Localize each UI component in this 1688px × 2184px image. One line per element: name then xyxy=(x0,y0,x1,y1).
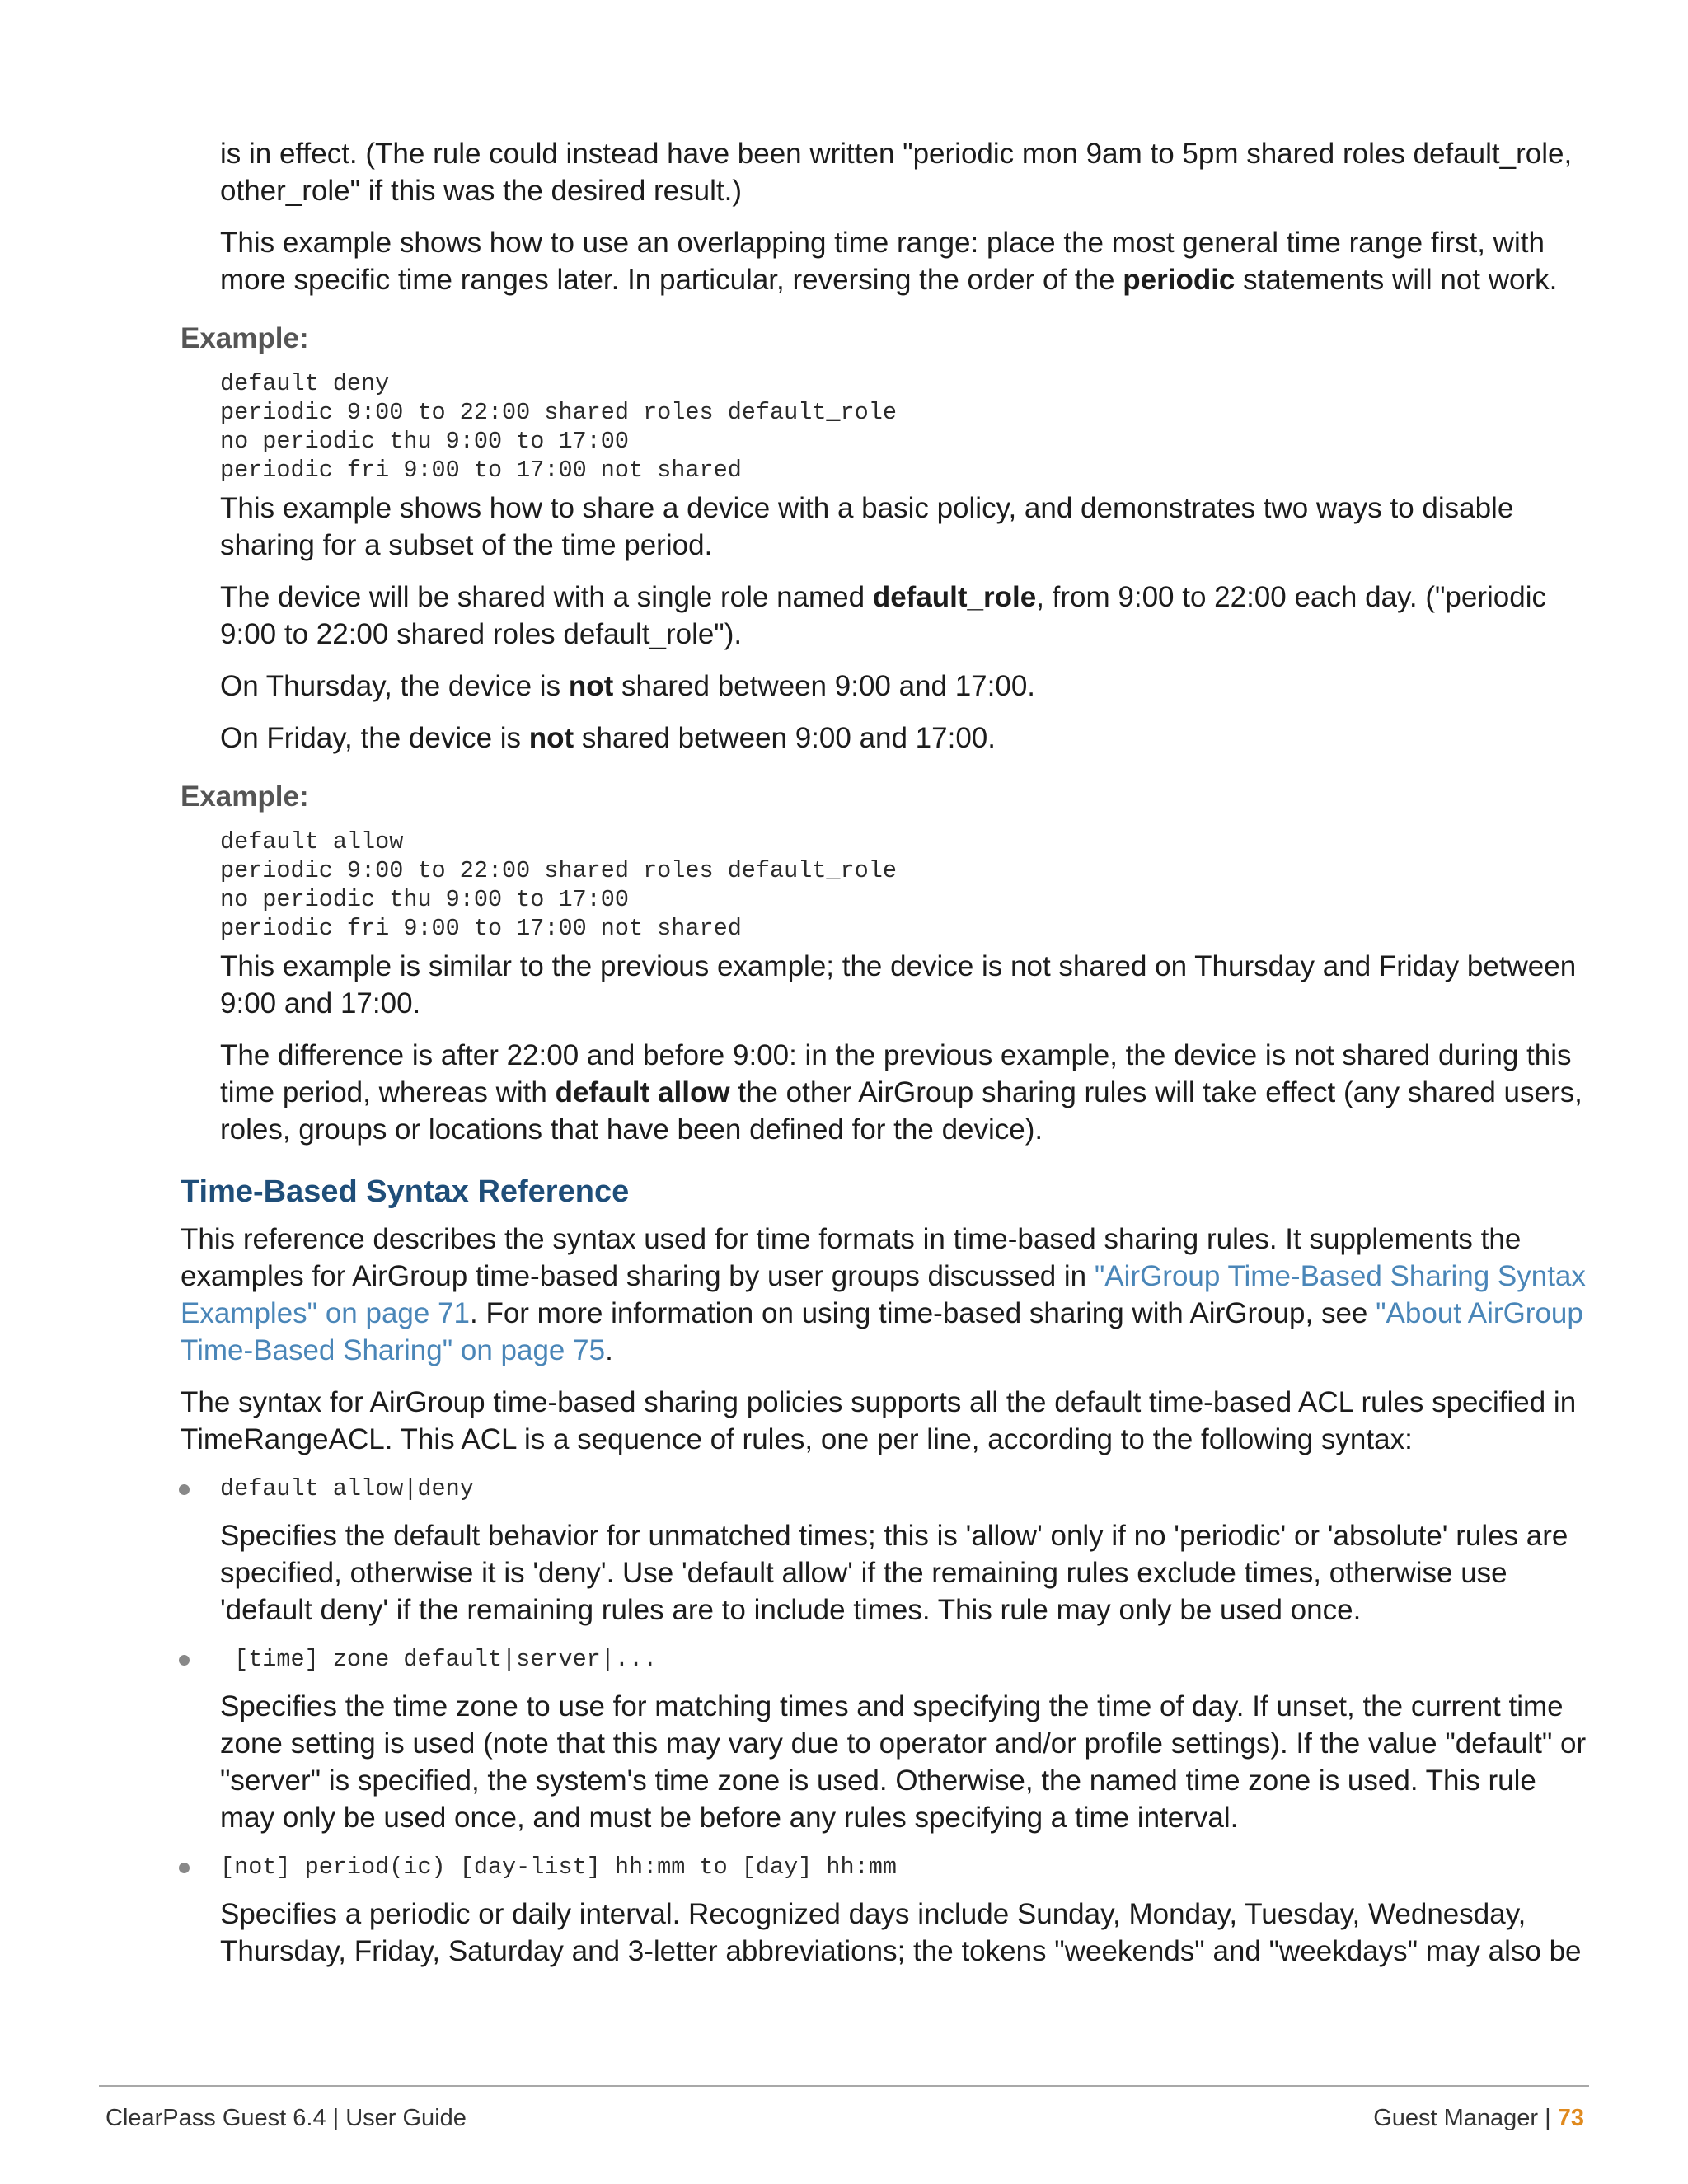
body-paragraph xyxy=(220,579,1588,653)
paragraph-text: On Thursday, the device is xyxy=(220,670,569,702)
syntax-description: Specifies the time zone to use for matching times and specifying the time of day. If unset, the current time zone setting is used (note that this may vary due to operator and/or profile settings). If the value "default" or "server" is specified, the system's time zone is used. Otherwise, the named time zone is used. This rule may only be used once, and must be before any rules specifying a time interval. xyxy=(220,1690,1587,1834)
paragraph-text: the other AirGroup sharing rules will take effect (any shared users, roles, groups or locations that have been defined for the device). xyxy=(220,1076,1582,1146)
paragraph-text: shared between 9:00 and 17:00. xyxy=(613,670,1036,702)
body-paragraph xyxy=(220,490,1588,564)
body-paragraph xyxy=(220,948,1588,1022)
example-heading: Example: xyxy=(181,780,309,813)
paragraph-text: On Friday, the device is xyxy=(220,722,529,754)
body-paragraph xyxy=(220,135,1588,209)
body-paragraph xyxy=(220,224,1588,298)
bold-term: not xyxy=(568,670,614,702)
syntax-list-item xyxy=(220,1851,1588,1884)
syntax-description: Specifies the default behavior for unmatched times; this is 'allow' only if no 'periodic' or 'absolute' rules are specified, otherwise it is 'deny'. Use 'default allow' if the remaining rules exclude times, otherwise use 'default deny' if the remaining rules are to include times. This rule may only be used once. xyxy=(220,1520,1568,1626)
body-paragraph xyxy=(220,1037,1588,1148)
paragraph-text: The device will be shared with a single role named xyxy=(220,581,873,613)
cross-reference-link[interactable]: "About AirGroup Time-Based Sharing" on page 75 xyxy=(181,1297,1583,1366)
paragraph-text: This reference describes the syntax used for time formats in time-based sharing rules. It supplements the examples for AirGroup time-based sharing by user groups discussed in xyxy=(181,1223,1522,1292)
footer-divider xyxy=(99,2085,1589,2087)
body-paragraph xyxy=(181,1384,1588,1458)
paragraph-text: statements will not work. xyxy=(1235,264,1558,296)
syntax-code: [time] zone default|server|... xyxy=(220,1646,658,1673)
footer-chapter: Guest Manager | xyxy=(1373,2105,1558,2131)
bullet-icon xyxy=(179,1863,190,1873)
bold-term: default_role xyxy=(872,581,1037,613)
paragraph-text: This example is similar to the previous example; the device is not shared on Thursday and Friday between 9:00 and 17:00. xyxy=(220,950,1577,1019)
code-block: default allow periodic 9:00 to 22:00 shared roles default_role no periodic thu 9:00 to 17:00 periodic fri 9:00 to 17:00 not shared xyxy=(220,828,897,942)
paragraph-text: The difference is after 22:00 and before 9:00: in the previous example, the device is not shared during this time period, whereas with xyxy=(220,1039,1572,1108)
syntax-description: Specifies a periodic or daily interval. Recognized days include Sunday, Monday, Tuesday, Wednesday, Thursday, Friday, Saturday and 3-letter abbreviations; the tokens "weekends" and "weekdays" may also be xyxy=(220,1898,1582,1967)
footer-document-title: ClearPass Guest 6.4 | User Guide xyxy=(106,2105,467,2131)
paragraph-text: This example shows how to share a device with a basic policy, and demonstrates two ways to disable sharing for a subset of the time period. xyxy=(220,492,1514,561)
code-block: default deny periodic 9:00 to 22:00 shared roles default_role no periodic thu 9:00 to 17:00 periodic fri 9:00 to 17:00 not shared xyxy=(220,370,897,484)
cross-reference-link[interactable]: "AirGroup Time-Based Sharing Syntax Examples" on page 71 xyxy=(181,1260,1586,1329)
body-paragraph xyxy=(220,668,1588,705)
paragraph-text: shared between 9:00 and 17:00. xyxy=(574,722,996,754)
bullet-icon xyxy=(179,1484,190,1495)
paragraph-text: , from 9:00 to 22:00 each day. ("periodic 9:00 to 22:00 shared roles default_role"). xyxy=(220,581,1546,650)
syntax-list-item xyxy=(220,1473,1588,1506)
section-heading: Time-Based Syntax Reference xyxy=(181,1174,630,1209)
bold-term: default allow xyxy=(555,1076,730,1108)
body-paragraph xyxy=(181,1221,1588,1369)
bold-term: periodic xyxy=(1123,264,1236,296)
example-heading: Example: xyxy=(181,322,309,354)
syntax-code: default allow|deny xyxy=(220,1475,474,1502)
bullet-icon xyxy=(179,1655,190,1666)
paragraph-text: . For more information on using time-based sharing with AirGroup, see xyxy=(470,1297,1376,1329)
footer-section xyxy=(1373,2103,1584,2133)
body-paragraph xyxy=(220,719,1588,757)
syntax-code: [not] period(ic) [day-list] hh:mm to [day] hh:mm xyxy=(220,1854,897,1881)
paragraph-text: is in effect. (The rule could instead have been written "periodic mon 9am to 5pm shared roles default_role, other_role" if this was the desired result.) xyxy=(220,138,1573,207)
paragraph-text: This example shows how to use an overlapping time range: place the most general time range first, with more specific time ranges later. In particular, reversing the order of the xyxy=(220,227,1545,296)
bold-term: not xyxy=(528,722,574,754)
syntax-list-item xyxy=(220,1643,1588,1676)
page-number: 73 xyxy=(1557,2105,1584,2131)
paragraph-text: . xyxy=(605,1334,613,1366)
content-column xyxy=(181,135,1588,1985)
paragraph-text: The syntax for AirGroup time-based sharing policies supports all the default time-based ACL rules specified in TimeRangeACL. This ACL is a sequence of rules, one per line, according to the following syntax: xyxy=(181,1386,1577,1455)
